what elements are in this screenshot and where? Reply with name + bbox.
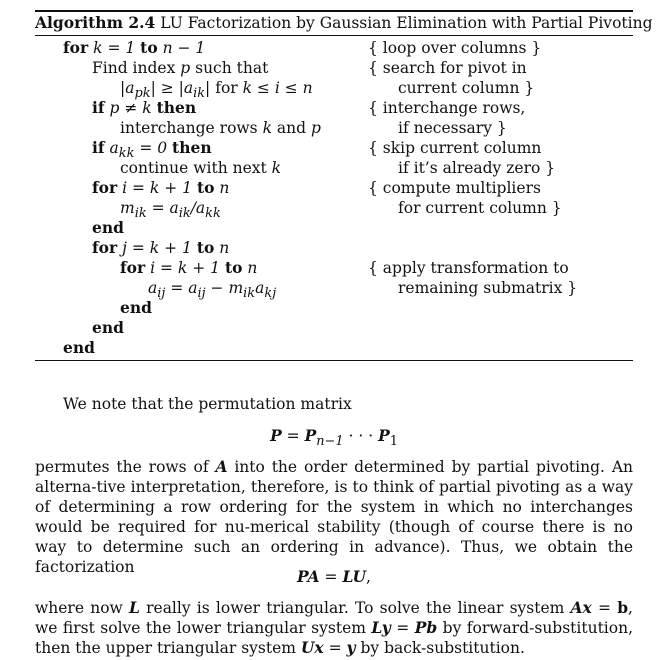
subscript: kk <box>205 206 221 222</box>
math: k <box>262 119 272 137</box>
math: a <box>148 279 158 297</box>
algo-line-7 <box>120 158 281 178</box>
math: L <box>129 598 140 617</box>
comment: if it’s already zero } <box>398 159 556 177</box>
subscript: ik <box>193 86 206 102</box>
keyword-to: to <box>140 38 158 57</box>
math: i = k + 1 <box>150 259 221 277</box>
subscript: ij <box>197 286 206 302</box>
text: continue with next <box>120 159 272 177</box>
text: for <box>215 79 243 97</box>
math: y <box>346 638 356 657</box>
algo-line-11 <box>92 238 229 258</box>
text: into the order determined by partial pivoting. An alterna-tive interpretation, therefore, is to think of partial pivoting as a way of determining a row ordering for the system in which no interchanges would be required for nu-merical stability (though of course there is no way to determine such an ordering in advance). Thus, we obtain the factorization <box>35 458 633 576</box>
keyword-for: for <box>63 38 89 57</box>
math: i = k + 1 <box>122 179 193 197</box>
algo-line-5 <box>120 118 321 138</box>
paragraph-1: We note that the permutation matrix <box>63 395 352 413</box>
math: /a <box>190 199 206 217</box>
text: Find index <box>92 59 181 77</box>
subscript: kk <box>118 146 135 162</box>
math: n <box>219 179 230 197</box>
math: j = k + 1 <box>122 239 192 257</box>
math: Ax <box>570 598 592 617</box>
algo-line-15: end <box>92 318 124 337</box>
math: k <box>271 159 282 177</box>
algorithm-name: LU Factorization by Gaussian Elimination with Partial Pivoting <box>160 14 653 32</box>
comment: { apply transformation to <box>368 259 569 277</box>
math: = <box>319 568 343 586</box>
math: p ≠ k <box>109 99 152 117</box>
comment: if necessary } <box>398 119 507 137</box>
text: interchange rows <box>120 119 263 137</box>
title-rule <box>35 35 633 36</box>
algo-line-2 <box>92 58 268 78</box>
paragraph-2 <box>35 457 633 577</box>
subscript: kj <box>264 286 277 302</box>
comment: { interchange rows, <box>368 99 526 117</box>
math: = <box>323 639 347 657</box>
algo-line-16: end <box>63 338 95 357</box>
algo-line-1 <box>63 38 205 58</box>
text: by back-substitution. <box>355 639 525 657</box>
algo-line-14: end <box>120 298 152 317</box>
comment: remaining submatrix } <box>398 279 578 297</box>
keyword-if: if <box>92 138 105 157</box>
text: really is lower triangular. To solve the linear system <box>139 599 571 617</box>
math: n <box>219 239 230 257</box>
math: P <box>304 426 317 445</box>
math: b <box>617 598 629 617</box>
comment: { compute multipliers <box>368 179 541 197</box>
subscript: ik <box>178 206 191 222</box>
math: P <box>378 426 390 445</box>
algorithm-label: Algorithm 2.4 <box>35 13 156 32</box>
keyword-then: then <box>172 138 212 157</box>
math: PA <box>297 567 320 586</box>
text: permutes the rows of <box>35 458 216 476</box>
comment: { skip current column <box>368 139 542 157</box>
text: such that <box>190 59 269 77</box>
bottom-rule <box>35 360 633 361</box>
text: , we first solve the lower triangular system <box>35 599 633 637</box>
math: | <box>205 79 216 97</box>
math: Ux <box>300 638 324 657</box>
subscript: ik <box>243 286 256 302</box>
math: · · · <box>343 427 379 445</box>
comment: for current column } <box>398 199 562 217</box>
keyword-for: for <box>92 178 118 197</box>
algo-line-8 <box>92 178 229 198</box>
algo-line-4 <box>92 98 196 118</box>
algorithm-title <box>35 12 653 34</box>
math: = a <box>146 199 179 217</box>
text: by forward-substitution, then the upper triangular system <box>35 619 634 657</box>
math: a <box>255 279 265 297</box>
text: where now <box>35 599 129 617</box>
math: a <box>109 139 119 157</box>
math: m <box>120 199 135 217</box>
math: = <box>390 619 415 637</box>
comment: { loop over columns } <box>368 39 542 57</box>
paragraph-3 <box>35 598 633 658</box>
math: Pb <box>414 618 438 637</box>
math: = a <box>165 279 198 297</box>
math: A <box>215 457 228 476</box>
math: P <box>270 426 282 445</box>
math: = 0 <box>134 139 168 157</box>
algo-line-10: end <box>92 218 124 237</box>
equation-factorization <box>35 567 633 587</box>
keyword-to: to <box>196 238 215 257</box>
algo-line-12 <box>120 258 257 278</box>
subscript: pk <box>134 86 151 102</box>
math: k ≤ i ≤ n <box>242 79 313 97</box>
equation-permutation <box>35 426 633 452</box>
keyword-then: then <box>156 98 197 117</box>
math: Ly <box>371 618 391 637</box>
math: n − 1 <box>162 39 206 57</box>
subscript: 1 <box>389 434 398 450</box>
subscript: ik <box>134 206 147 222</box>
math: p <box>180 59 191 77</box>
keyword-to: to <box>224 258 243 277</box>
text: and <box>271 119 311 137</box>
subscript: ij <box>157 286 166 302</box>
subscript: n−1 <box>316 434 344 450</box>
math: = <box>281 427 305 445</box>
algo-line-13 <box>148 278 276 304</box>
keyword-to: to <box>196 178 215 197</box>
algo-line-9 <box>120 198 221 224</box>
math: n <box>247 259 258 277</box>
math: | ≥ |a <box>150 79 194 97</box>
comment: { search for pivot in <box>368 59 527 77</box>
math: LU <box>342 567 367 586</box>
math: = <box>591 599 618 617</box>
keyword-for: for <box>92 238 118 257</box>
math: p <box>310 119 321 137</box>
comment: current column } <box>398 79 535 97</box>
keyword-if: if <box>92 98 105 117</box>
math: k = 1 <box>93 39 136 57</box>
math: , <box>366 568 371 586</box>
math: |a <box>120 79 135 97</box>
math: − m <box>205 279 244 297</box>
keyword-for: for <box>120 258 146 277</box>
